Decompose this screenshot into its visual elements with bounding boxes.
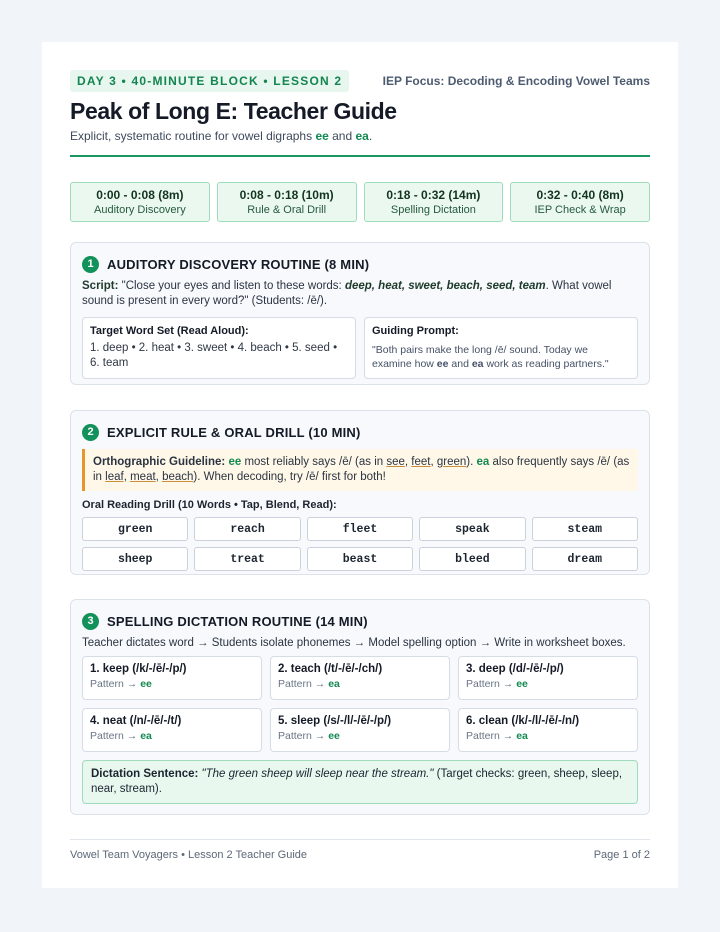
- guiding-prompt-card: [364, 317, 638, 379]
- timeline-time: 0:18 - 0:32 (14m): [386, 188, 481, 202]
- pattern-value: ee: [140, 678, 152, 690]
- guideline-ea: ea: [476, 456, 490, 468]
- page-number: Page 1 of 2: [593, 849, 650, 861]
- dictation-item: [270, 708, 450, 752]
- dictation-sentence: [82, 760, 638, 804]
- dictation-item: [458, 656, 638, 700]
- oral-drill-grid: [82, 517, 638, 571]
- timeline-block-1: [70, 182, 210, 222]
- timeline-label: Spelling Dictation: [390, 204, 476, 216]
- dictation-flow: Teacher dictates word → Students isolate phonemes → Model spelling option → Write in worksheet boxes.: [82, 637, 626, 649]
- subtitle-end: .: [368, 129, 373, 143]
- section-number-badge: 1: [82, 256, 99, 273]
- target-word-card: [82, 317, 356, 379]
- pattern-value: ea: [328, 678, 340, 690]
- card-body: [372, 343, 630, 371]
- section-number-badge: 3: [82, 613, 99, 630]
- iep-focus-label: IEP Focus: Decoding & Encoding Vowel Teams: [382, 74, 650, 88]
- subtitle-and: and: [328, 129, 356, 143]
- pattern-value: ee: [516, 678, 528, 690]
- pattern-line: [90, 678, 254, 690]
- pattern-line: [90, 730, 254, 742]
- timeline-block-4: [510, 182, 650, 222]
- drill-word: bleed: [419, 547, 525, 571]
- dictation-item: [82, 656, 262, 700]
- page-title: Peak of Long E: Teacher Guide: [70, 98, 397, 124]
- dictation-item: [82, 708, 262, 752]
- pattern-value: ea: [516, 730, 528, 742]
- prompt-and: and: [448, 358, 472, 370]
- drill-word: treat: [194, 547, 300, 571]
- example-word: meat: [130, 471, 156, 483]
- prompt-ee: ee: [436, 358, 449, 370]
- prompt-text: work as reading partners.": [483, 358, 609, 370]
- script-label: Script:: [82, 280, 119, 292]
- dictation-word: 5. sleep (/s/-/l/-/ē/-/p/): [278, 715, 392, 727]
- card-heading: Guiding Prompt:: [372, 325, 459, 337]
- subtitle-ea: ea: [355, 129, 369, 143]
- pattern-line: [278, 678, 442, 690]
- header-topline: [70, 70, 650, 92]
- dictation-word: 6. clean (/k/-/l/-/ē/-/n/): [466, 715, 580, 727]
- guideline-ee: ee: [228, 456, 242, 468]
- script-words: deep, heat, sweet, beach, seed, team: [344, 280, 546, 292]
- dictation-word: 4. neat (/n/-/ē/-/t/): [90, 715, 182, 727]
- guideline-text: most reliably says /ē/ (as in: [241, 456, 387, 468]
- day-badge: DAY 3 • 40-MINUTE BLOCK • LESSON 2: [70, 70, 349, 92]
- guideline-text: ,: [404, 456, 412, 468]
- drill-word: beast: [307, 547, 413, 571]
- drill-word: dream: [532, 547, 638, 571]
- pattern-label: Pattern →: [90, 678, 141, 690]
- pattern-label: Pattern →: [90, 730, 141, 742]
- dictation-item: [270, 656, 450, 700]
- pattern-label: Pattern →: [466, 678, 517, 690]
- teacher-guide-page: [42, 42, 678, 888]
- auditory-discovery-section: [70, 242, 650, 385]
- page-subtitle: [70, 129, 650, 143]
- dictation-item: [458, 708, 638, 752]
- example-word: leaf: [105, 471, 124, 483]
- drill-word: steam: [532, 517, 638, 541]
- guideline-text: also frequently says /ē/ (as in: [93, 456, 630, 483]
- timeline-label: IEP Check & Wrap: [534, 204, 626, 216]
- pattern-label: Pattern →: [278, 678, 329, 690]
- guideline-text: ,: [430, 456, 437, 468]
- timeline-label: Rule & Oral Drill: [247, 204, 327, 216]
- guideline-text: ). When decoding, try /ē/ first for both!: [193, 471, 386, 483]
- example-word: feet: [411, 456, 431, 468]
- spelling-dictation-section: [70, 599, 650, 815]
- dictation-word: 2. teach (/t/-/ē/-/ch/): [278, 663, 383, 675]
- pattern-line: [466, 730, 630, 742]
- pattern-line: [278, 730, 442, 742]
- drill-word: speak: [419, 517, 525, 541]
- timeline-label: Auditory Discovery: [94, 204, 186, 216]
- guideline-text: ,: [123, 471, 131, 483]
- section-title: AUDITORY DISCOVERY ROUTINE (8 MIN): [107, 256, 370, 272]
- drill-word: sheep: [82, 547, 188, 571]
- sentence-checks: (Target checks: green, sheep, sleep, near, stream).: [91, 768, 623, 795]
- script-text: [82, 279, 638, 309]
- timeline-time: 0:08 - 0:18 (10m): [239, 188, 334, 202]
- sentence-text: "The green sheep will sleep near the stream.": [198, 768, 434, 780]
- guideline-text: ,: [155, 471, 163, 483]
- drill-word: fleet: [307, 517, 413, 541]
- pattern-label: Pattern →: [466, 730, 517, 742]
- card-heading: Target Word Set (Read Aloud):: [90, 325, 249, 337]
- script-part: "Close your eyes and listen to these words:: [118, 280, 345, 292]
- example-word: beach: [162, 471, 194, 483]
- section-header: [82, 612, 638, 630]
- drill-word: green: [82, 517, 188, 541]
- subtitle-text: Explicit, systematic routine for vowel digraphs: [70, 129, 316, 143]
- prompt-ea: ea: [471, 358, 484, 370]
- section-title: EXPLICIT RULE & ORAL DRILL (10 MIN): [107, 424, 361, 440]
- subtitle-ee: ee: [315, 129, 329, 143]
- pattern-value: ea: [140, 730, 152, 742]
- section-header: [82, 255, 638, 273]
- timeline-time: 0:32 - 0:40 (8m): [536, 188, 624, 202]
- timeline-block-3: [364, 182, 504, 222]
- pattern-value: ee: [328, 730, 340, 742]
- drill-word: reach: [194, 517, 300, 541]
- pattern-label: Pattern →: [278, 730, 329, 742]
- discovery-cards: [82, 317, 638, 379]
- timeline-block-2: [217, 182, 357, 222]
- pattern-line: [466, 678, 630, 690]
- timeline-time: 0:00 - 0:08 (8m): [96, 188, 184, 202]
- dictation-word: 1. keep (/k/-/ē/-/p/): [90, 663, 187, 675]
- dictation-word: 3. deep (/d/-/ē/-/p/): [466, 663, 564, 675]
- header-divider: [70, 155, 650, 157]
- drill-heading: Oral Reading Drill (10 Words • Tap, Blend, Read):: [82, 499, 337, 511]
- explicit-rule-section: [70, 410, 650, 575]
- guideline-text: ).: [466, 456, 477, 468]
- example-word: green: [436, 456, 467, 468]
- card-body: 1. deep • 2. heat • 3. sweet • 4. beach • 5. seed • 6. team: [90, 342, 338, 369]
- dictation-grid: [82, 656, 638, 752]
- script-part: . What vowel sound is present in every word?" (Students: /ē/).: [82, 280, 612, 307]
- page-footer: [70, 839, 650, 861]
- sentence-label: Dictation Sentence:: [91, 768, 199, 780]
- prompt-text: "Both pairs make the long /ē/ sound. Today we examine how: [372, 344, 588, 370]
- lesson-timeline: [70, 182, 650, 222]
- guideline-label: Orthographic Guideline:: [93, 456, 226, 468]
- section-title: SPELLING DICTATION ROUTINE (14 MIN): [107, 613, 368, 629]
- footer-title: Vowel Team Voyagers • Lesson 2 Teacher Guide: [70, 849, 308, 861]
- orthographic-guideline: [82, 449, 638, 491]
- section-number-badge: 2: [82, 424, 99, 441]
- example-word: see: [386, 456, 405, 468]
- section-header: [82, 423, 638, 441]
